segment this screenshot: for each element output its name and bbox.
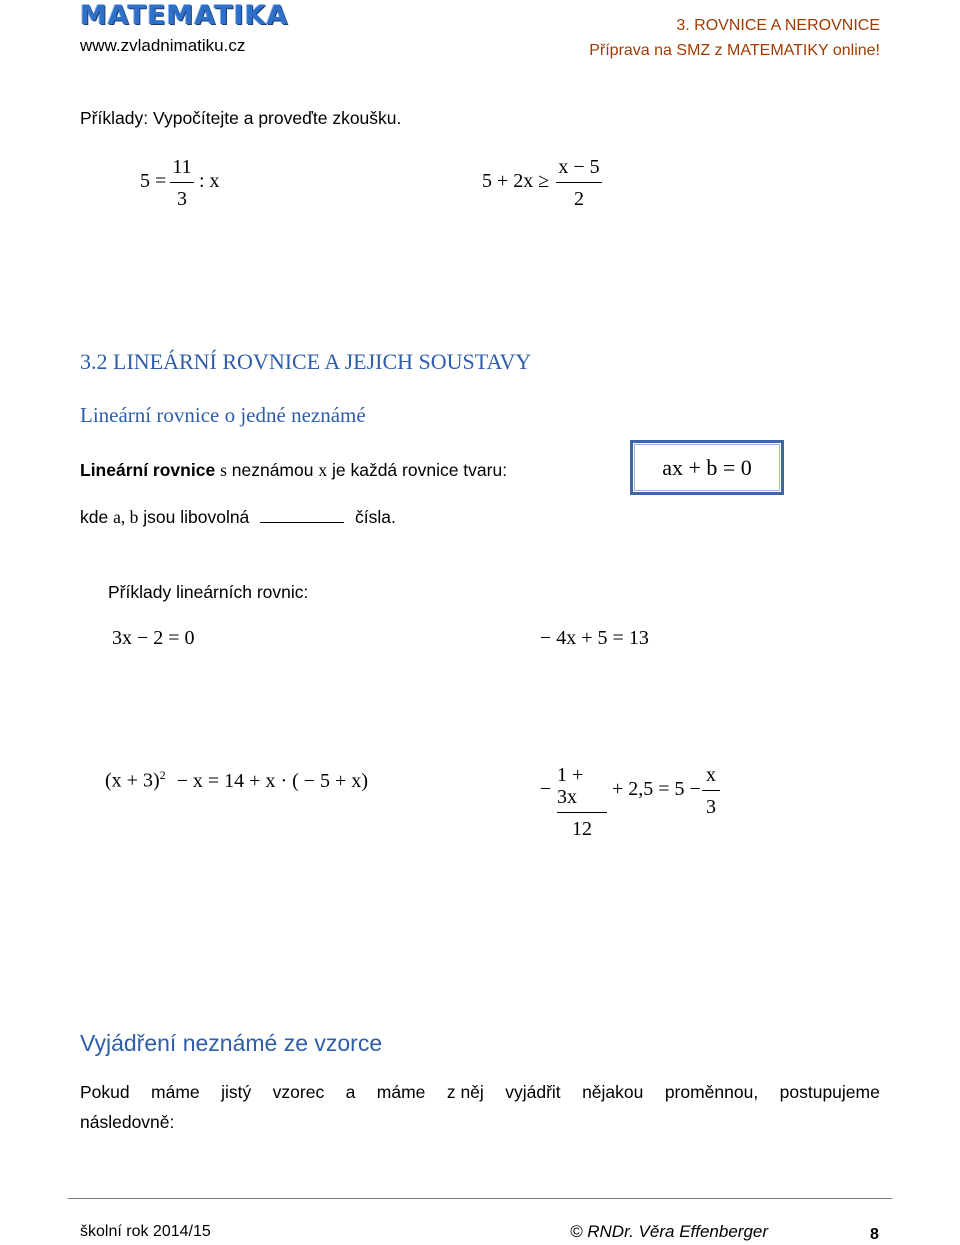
- chapter-title: 3. ROVNICE A NEROVNICE: [676, 17, 880, 34]
- word: proměnnou,: [664, 1082, 759, 1102]
- header-subtitle: Příprava na SMZ z MATEMATIKY online!: [589, 42, 880, 59]
- eq2-numerator: x − 5: [558, 156, 600, 178]
- eq1-denominator: 3: [177, 188, 187, 210]
- word: vzorec: [272, 1082, 325, 1102]
- vyjadreni-line-1: [80, 1082, 880, 1103]
- word: postupujeme: [779, 1082, 880, 1102]
- definition-kde-line: [80, 507, 396, 528]
- example-4-minus: −: [540, 778, 552, 800]
- fraction-bar: [702, 790, 720, 791]
- vyjadreni-title: Vyjádření neznámé ze vzorce: [80, 1030, 383, 1056]
- example-1: 3x − 2 = 0: [112, 627, 195, 649]
- vyjadreni-line-2: následovně:: [80, 1112, 175, 1132]
- cisla-text: čísla.: [355, 507, 396, 527]
- example-4-fraction-2: [702, 764, 720, 818]
- word: jistý: [221, 1082, 252, 1102]
- footer-school-year: školní rok 2014/15: [80, 1223, 211, 1240]
- example-4-numerator: 1 + 3x: [557, 764, 584, 808]
- definition-s: s: [220, 460, 227, 480]
- formula-box: [630, 440, 784, 495]
- site-url[interactable]: www.zvladnimatiku.cz: [80, 36, 246, 55]
- example-2: − 4x + 5 = 13: [540, 627, 649, 649]
- word: nějakou: [582, 1082, 644, 1102]
- word: a: [345, 1082, 356, 1102]
- logo: MATEMATIKA: [80, 0, 289, 31]
- general-formula: ax + b = 0: [662, 454, 752, 480]
- fraction-bar: [557, 812, 607, 813]
- kde-text: kde: [80, 507, 109, 527]
- eq1-fraction: [170, 156, 194, 210]
- definition-line: [80, 460, 507, 481]
- example-3-exponent: 2: [159, 768, 166, 782]
- eq1-rhs: : x: [199, 170, 220, 192]
- section-subtitle: Lineární rovnice o jedné neznámé: [80, 403, 366, 427]
- kde-vars: a, b: [113, 507, 139, 527]
- examples-label: Příklady lineárních rovnic:: [108, 582, 309, 602]
- word: máme: [151, 1082, 200, 1102]
- eq2-denominator: 2: [574, 188, 584, 210]
- definition-rest: je každá rovnice tvaru:: [331, 460, 508, 480]
- example-4-numerator-2: x: [706, 764, 716, 786]
- example-3-right: − x = 14 + x · ( − 5 + x): [176, 769, 368, 792]
- footer-author: © RNDr. Věra Effenberger: [570, 1222, 769, 1241]
- eq2-fraction: [556, 156, 602, 210]
- fraction-bar: [556, 182, 602, 183]
- word: máme: [376, 1082, 426, 1102]
- word: z něj: [446, 1082, 484, 1102]
- eq1-numerator: 11: [172, 156, 192, 178]
- example-3: [105, 768, 368, 793]
- example-4-middle: + 2,5 = 5 −: [612, 778, 701, 800]
- word: vyjádřit: [505, 1082, 561, 1102]
- definition-term: Lineární rovnice: [80, 460, 216, 480]
- word: Pokud: [80, 1082, 130, 1102]
- fraction-bar: [170, 182, 194, 183]
- page-number: 8: [870, 1226, 879, 1243]
- eq1-lhs: 5 =: [140, 170, 167, 192]
- exercise-intro: Příklady: Vypočítejte a proveďte zkoušku.: [80, 108, 402, 128]
- example-3-left: (x + 3): [105, 769, 160, 792]
- section-title: 3.2 LINEÁRNÍ ROVNICE A JEJICH SOUSTAVY: [80, 349, 532, 374]
- eq2-lhs: 5 + 2x ≥: [482, 170, 550, 192]
- definition-mid: neznámou: [231, 460, 314, 480]
- footer-divider: [68, 1198, 892, 1199]
- example-4-fraction-1: [557, 764, 607, 840]
- jsou-text: jsou libovolná: [143, 507, 250, 527]
- definition-var: x: [318, 460, 328, 480]
- example-4-denominator-2: 3: [706, 796, 716, 818]
- example-4-denominator: 12: [572, 818, 592, 840]
- fill-in-blank: [260, 509, 344, 523]
